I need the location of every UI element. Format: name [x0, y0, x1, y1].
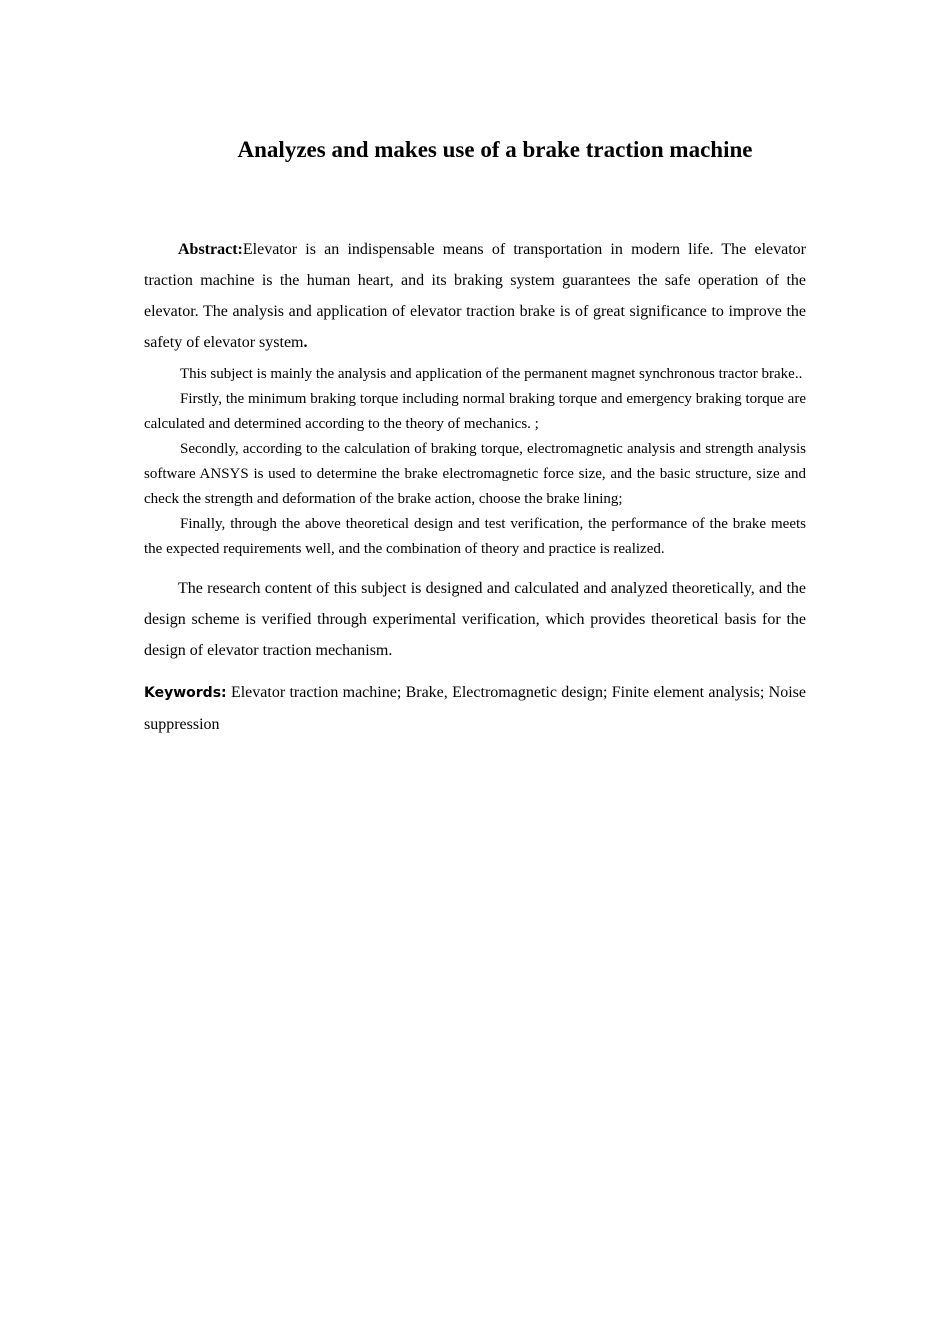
abstract-end-mark: . — [303, 334, 308, 351]
keywords-paragraph — [144, 677, 806, 740]
abstract-paragraph — [144, 234, 806, 358]
spacer — [144, 562, 806, 573]
abstract-text: Elevator is an indispensable means of transportation in modern life. The elevator traction machine is the human heart, and its braking system guarantees the safe operation of the elevator. The analysis and application of elevator traction brake is of great significance to improve the safety of elevator system — [144, 241, 806, 351]
secondly-paragraph: Secondly, according to the calculation of braking torque, electromagnetic analysis and strength analysis software ANSYS is used to determine the brake electromagnetic force size, and the basic structure, size and check the strength and deformation of the brake action, choose the brake lining; — [144, 441, 806, 507]
research-paragraph: The research content of this subject is designed and calculated and analyzed theoretically, and the design scheme is verified through experimental verification, which provides theoretical basis for the design of elevator traction mechanism. — [144, 580, 806, 659]
keywords-text: Elevator traction machine; Brake, Electromagnetic design; Finite element analysis; Noise suppression — [144, 684, 806, 733]
paper-title: Analyzes and makes use of a brake traction machine — [237, 137, 753, 162]
spacer — [144, 666, 806, 677]
abstract-label: Abstract: — [178, 241, 243, 258]
keywords-label: Keywords: — [144, 685, 227, 701]
finally-paragraph: Finally, through the above theoretical design and test verification, the performance of the brake meets the expected requirements well, and the combination of theory and practice is realized. — [144, 516, 806, 557]
subject-paragraph: This subject is mainly the analysis and application of the permanent magnet synchronous tractor brake.. — [180, 366, 803, 382]
abstract-section — [144, 234, 806, 740]
firstly-paragraph: Firstly, the minimum braking torque including normal braking torque and emergency braking torque are calculated and determined according to the theory of mechanics. ; — [144, 391, 806, 432]
